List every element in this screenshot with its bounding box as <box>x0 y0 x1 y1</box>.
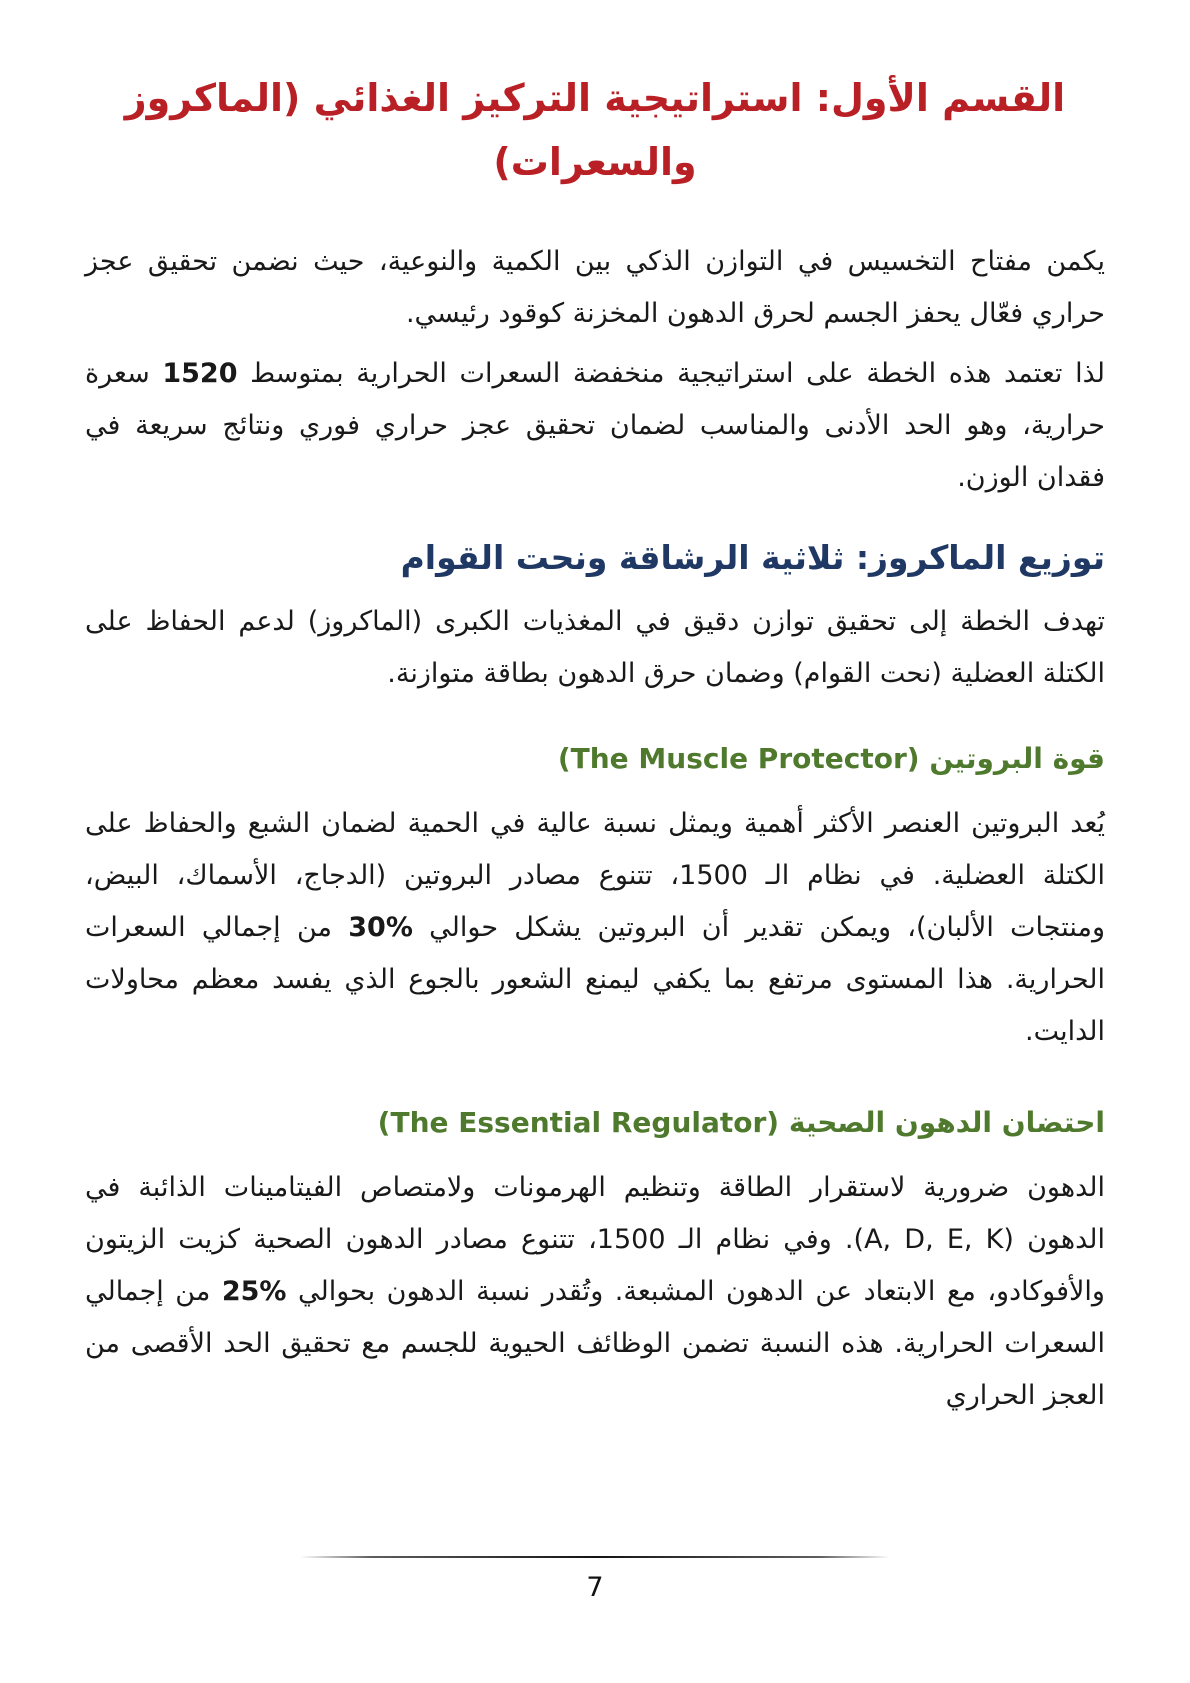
intro-paragraph-2: لذا تعتمد هذه الخطة على استراتيجية منخفضة السعرات الحرارية بمتوسط 1520 سعرة حرارية، وهو الحد الأدنى والمناسب لضمان تحقيق عجز حراري فوري ونتائج سريعة في فقدان الوزن. <box>85 358 1105 493</box>
footer-divider <box>300 1556 890 1558</box>
macros-paragraph: تهدف الخطة إلى تحقيق توازن دقيق في المغذيات الكبرى (الماكروز) لدعم الحفاظ على الكتلة العضلية (نحت القوام) وضمان حرق الدهون بطاقة متوازنة. <box>85 606 1105 689</box>
fats-paragraph: الدهون ضرورية لاستقرار الطاقة وتنظيم الهرمونات ولامتصاص الفيتامينات الذائبة في الدهون (A, D, E, K). وفي نظام الـ 1500، تتنوع مصادر الدهون الصحية كزيت الزيتون والأفوكادو، مع الابتعاد عن الدهون المشبعة. وتُقدر نسبة الدهون بحوالي %25 من إجمالي السعرات الحرارية. هذه النسبة تضمن الوظائف الحيوية للجسم مع تحقيق الحد الأقصى من العجز الحراري <box>85 1172 1106 1411</box>
section-title: القسم الأول: استراتيجية التركيز الغذائي (الماكروز والسعرات) <box>124 76 1066 184</box>
fats-subheading: احتضان الدهون الصحية (The Essential Regulator) <box>377 1106 1105 1139</box>
page-footer <box>0 1556 1190 1604</box>
protein-paragraph: يُعد البروتين العنصر الأكثر أهمية ويمثل نسبة عالية في الحمية لضمان الشبع والحفاظ على الكتلة العضلية. في نظام الـ 1500، تتنوع مصادر البروتين (الدجاج، الأسماك، البيض، ومنتجات الألبان)، ويمكن تقدير أن البروتين يشكل حوالي %30 من إجمالي السعرات الحرارية. هذا المستوى مرتفع بما يكفي ليمنع الشعور بالجوع الذي يفسد معظم محاولات الدايت. <box>85 808 1105 1047</box>
page-number: 7 <box>586 1572 604 1603</box>
intro-paragraph-1: يكمن مفتاح التخسيس في التوازن الذكي بين الكمية والنوعية، حيث نضمن تحقيق عجز حراري فعّال يحفز الجسم لحرق الدهون المخزنة كوقود رئيسي. <box>85 246 1105 329</box>
macros-section-heading: توزيع الماكروز: ثلاثية الرشاقة ونحت القوام <box>400 538 1105 577</box>
protein-subheading: قوة البروتين (The Muscle Protector) <box>557 742 1105 775</box>
